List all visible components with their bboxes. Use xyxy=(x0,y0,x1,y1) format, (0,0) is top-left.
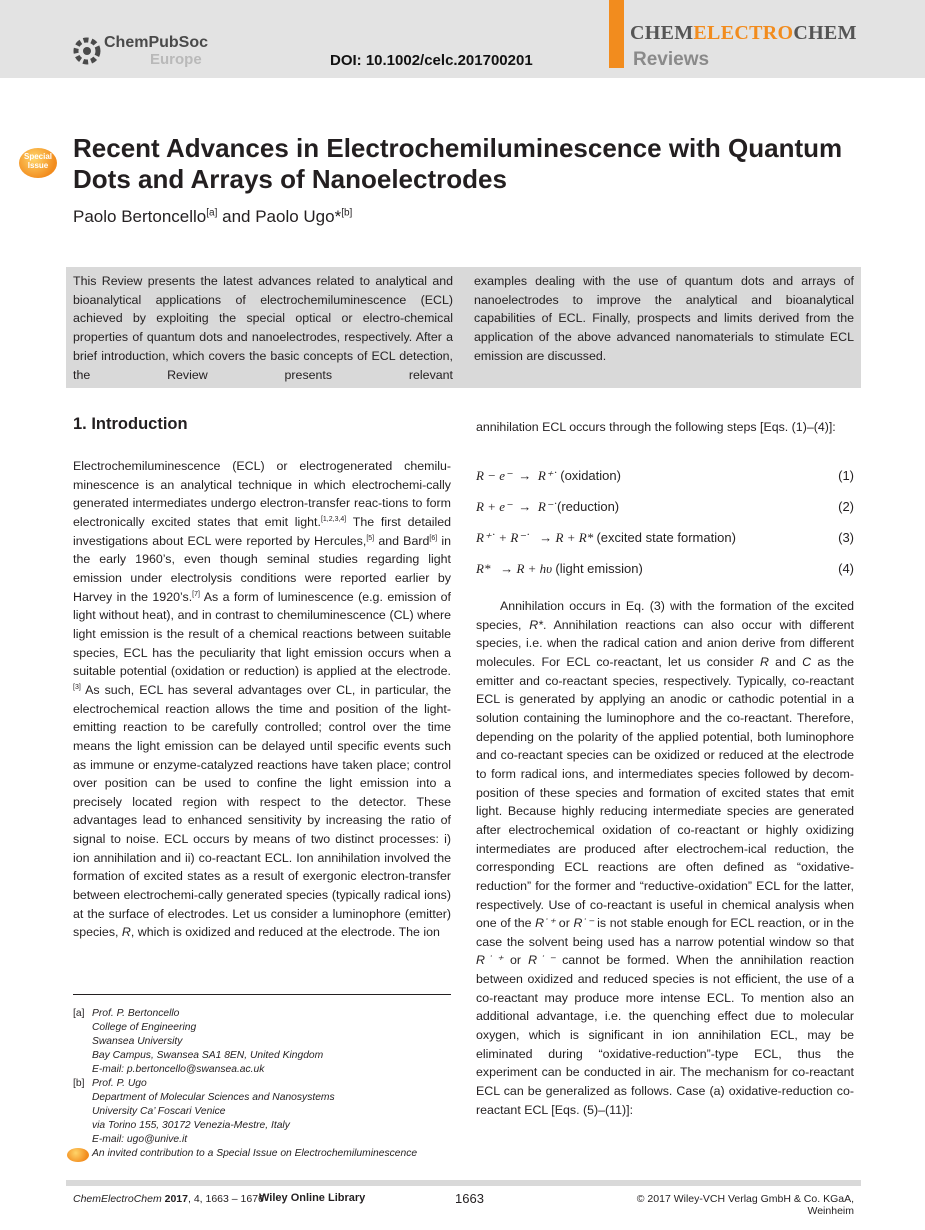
species-symbol: R* xyxy=(529,617,543,632)
equation-1 xyxy=(476,468,854,488)
body-text: . Annihilation reactions can also occur with different species, i.e. when the radical cation and anion derive from different molecules. For ECL co-reactant, let us consider xyxy=(476,617,854,669)
footer-volume-pages: , 4, 1663 – 1676 xyxy=(187,1193,264,1205)
footnote-line: Department of Molecular Sciences and Nanosystems xyxy=(92,1092,335,1103)
footer-citation xyxy=(73,1193,264,1205)
author2: and Paolo Ugo* xyxy=(217,207,342,226)
authors xyxy=(73,207,352,227)
equation-4 xyxy=(476,561,854,581)
footnote-email[interactable]: E-mail: ugo@unive.it xyxy=(92,1134,188,1145)
footer-journal-name: ChemElectroChem xyxy=(73,1193,162,1205)
species-symbol: R˙⁻ xyxy=(573,916,594,931)
eq-rhs: R + hυ xyxy=(516,561,553,576)
abstract-right: examples dealing with the use of quantum dots and arrays of nanoelectrodes to improve the analytical and bioanalytical capabilities of ECL. Finally, prospects and limits derived from the application of the above advanced nanomaterials to stimulate ECL emission are discussed. xyxy=(474,274,854,363)
special-issue-icon xyxy=(67,1148,89,1162)
article-type: Reviews xyxy=(633,49,710,70)
journal-name xyxy=(630,22,857,45)
citation[interactable]: [7] xyxy=(192,590,200,598)
eq-lhs: R* xyxy=(476,561,491,576)
eq-rhs: R⁻˙ xyxy=(537,499,557,514)
invited-note: An invited contribution to a Special Issue on Electrochemiluminescence xyxy=(92,1148,418,1159)
special-badge-line2: Issue xyxy=(27,161,49,170)
eq-number: (1) xyxy=(838,468,854,483)
eq-lhs: R + e⁻ xyxy=(476,499,512,514)
eq-label: (light emission) xyxy=(555,561,643,576)
author2-affil: [b] xyxy=(341,207,353,219)
footnote-line: via Torino 155, 30172 Venezia-Mestre, Italy xyxy=(92,1120,290,1131)
species-symbol: R˙⁺ xyxy=(535,916,556,931)
eq-lhs: R − e⁻ xyxy=(476,468,512,483)
author1-affil: [a] xyxy=(206,207,218,219)
footnote-rule xyxy=(73,994,451,995)
eq-arrow: → xyxy=(539,530,553,545)
eq-label: (oxidation) xyxy=(560,468,621,483)
body-text: and xyxy=(768,654,803,669)
eq-number: (3) xyxy=(838,530,854,545)
citation[interactable]: [3] xyxy=(73,683,81,691)
species-symbol: R xyxy=(121,925,131,940)
equation-2 xyxy=(476,499,854,519)
footnote-email[interactable]: E-mail: p.bertoncello@swansea.ac.uk xyxy=(92,1064,265,1075)
special-issue-badge-icon xyxy=(19,148,57,178)
eq-label: (reduction) xyxy=(557,499,620,514)
footnote-line: Prof. P. Bertoncello xyxy=(92,1008,180,1019)
section-heading: 1. Introduction xyxy=(73,415,188,433)
accent-bar xyxy=(609,0,624,68)
footnote-label: [a] xyxy=(73,1008,85,1019)
species-symbol: R xyxy=(759,654,769,669)
intro-text: The first detailed investigations about ECL were reported by Hercules, xyxy=(73,514,451,548)
intro-text: As a form of luminescence (e.g. emission of light without heat), and in contrast to chemiluminescence (CL) where light emission is the result of a chemical reactions between suitable species, ECL has the peculiarity that light emission occurs when a suitable potential (oxidation or reduction) is applied at the electrode. xyxy=(73,589,451,679)
equation-3 xyxy=(476,530,854,550)
author1: Paolo Bertoncello xyxy=(73,207,207,226)
copyright: © 2017 Wiley-VCH Verlag GmbH & Co. KGaA, Weinheim xyxy=(636,1193,854,1217)
body-text: or xyxy=(555,916,574,931)
intro-left-column xyxy=(73,457,451,942)
body-text: as the emitter and co-reactant species, respectively. Typically, co-reactant ECL is generated by applying an anodic or cathodic potential in a solution containing the luminophore and the co-reactant. Therefore, depending on the polarity of the applied potential, both luminophore and co-reactant species can be oxidized or reduced at the electrode to form radical ions, and intermediates species followed by decom-position of these species and formation of excited states that emit light. Because highly reducing intermediate species are generated after electrochemical oxidation of co-reactant or highly oxidizing intermediates are produced after electrochem-ical reduction, the corresponding ECL reactions are often defined as “oxidative-reduction” for the former and “reductive-oxidation” ECL for the latter, respectively. Use of co-reactant is useful in chemical analysis when one of the xyxy=(476,654,855,931)
footnote-line: Bay Campus, Swansea SA1 8EN, United Kingdom xyxy=(92,1050,324,1061)
journal-name-part1: CHEM xyxy=(630,22,694,44)
intro-continuation: annihilation ECL occurs through the following steps [Eqs. (1)–(4)]: xyxy=(476,420,836,434)
eq-rhs: R + R* xyxy=(555,530,594,545)
intro-text: Electrochemiluminescence (ECL) or electrogenerated chemilu-minescence is an analytical technique in which electrochemi-cally generated intermediates undergo electron-transfer reac-tions to form electronically excited states that emit light. xyxy=(73,459,451,529)
abstract-left: This Review presents the latest advances related to analytical and bioanalytical applications of electrochemiluminescence (ECL) achieved by exploiting the special optical or electro-chemical properties of quantum dots and nanoelectrodes, respectively. After a brief introduction, which covers the basic concepts of ECL detection, the Review presents relevant xyxy=(73,274,453,382)
footnote-line: Swansea University xyxy=(92,1036,183,1047)
doi[interactable]: DOI: 10.1002/celc.201700201 xyxy=(330,52,533,69)
article-title: Recent Advances in Electrochemiluminescence with Quantum Dots and Arrays of Nanoelectrodes xyxy=(73,133,843,194)
abstract-box xyxy=(66,267,861,388)
eq-number: (2) xyxy=(838,499,854,514)
footnote-line: University Ca’ Foscari Venice xyxy=(92,1106,226,1117)
page-number: 1663 xyxy=(455,1191,484,1206)
citation[interactable]: [6] xyxy=(429,534,438,542)
journal-name-part3: CHEM xyxy=(793,22,857,44)
footnote-line: College of Engineering xyxy=(92,1022,197,1033)
eq-lhs: R⁺˙ + R⁻˙ xyxy=(476,530,530,545)
species-symbol: R˙⁻ xyxy=(528,953,556,968)
publisher-name: ChemPubSoc xyxy=(104,34,209,51)
eq-arrow: → xyxy=(518,468,532,483)
footnote-label: [b] xyxy=(73,1078,85,1089)
eq-label: (excited state formation) xyxy=(596,530,736,545)
species-symbol: C xyxy=(802,654,812,669)
special-badge-line1: Special xyxy=(23,152,52,161)
eq-rhs: R⁺˙ xyxy=(537,468,557,483)
citation[interactable]: [5] xyxy=(366,534,375,542)
right-body-column xyxy=(476,597,854,1119)
body-text: or xyxy=(502,953,529,968)
species-symbol: R˙⁺ xyxy=(476,953,503,968)
body-text: is not stable enough for ECL reaction, or in the case the solvent being used has a narrow potential window so that xyxy=(476,916,854,949)
footnotes xyxy=(73,1007,451,1161)
citation[interactable]: [1,2,3,4] xyxy=(320,515,347,523)
footer-year: 2017 xyxy=(164,1193,188,1205)
intro-text: , which is oxidized and reduced at the electrode. The ion xyxy=(130,925,440,940)
eq-number: (4) xyxy=(838,561,854,576)
journal-name-part2: ELECTRO xyxy=(693,22,794,44)
eq-arrow: → xyxy=(518,499,532,514)
footnote-line: Prof. P. Ugo xyxy=(92,1078,147,1089)
intro-text: and Bard xyxy=(374,533,430,548)
eq-arrow: → xyxy=(500,561,514,576)
body-text: cannot be formed. When the annihilation reaction between oxidized and reduced species is not efficient, the use of a co-reactant may produce more intense ECL. To mention also an additional advantage, i.e. the quenching effect due to molecular oxygen, which is significant in ion annihilation ECL, may be eliminated during “oxidative-reduction”-type ECL, thus the experiment can be conducted in air. The mechanism for co-reactant ECL can be generalized as follows. Case (a) oxidative-reduction co-reactant ECL [Eqs. (5)–(11)]: xyxy=(476,953,854,1117)
intro-text: As such, ECL has several advantages over CL, in particular, the electrochemical reaction allows the time and position of the light-emitting reaction to be carefully controlled; control over the time means the light emission can be delayed until specific events such as immune or enzyme-catalyzed reactions have taken place; control over position can be used to confine the light emission into a precisely located region with respect to the detector. These advantages lead to enhanced sensitivity by increasing the ratio of signal to noise. ECL occurs by means of two distinct processes: i) ion annihilation and ii) co-reactant ECL. Ion annihilation involved the formation of excited states as a result of exergonic electron-transfer between electrochemi-cally generated species (typically radical ions) at the surface of electrodes. Let us consider a luminophore (emitter) species, xyxy=(73,682,451,940)
intro-right-top xyxy=(476,418,854,437)
wiley-online-library-link[interactable]: Wiley Online Library xyxy=(259,1192,366,1204)
body-text: Annihilation occurs in Eq. (3) with the formation of the excited species, xyxy=(476,599,854,632)
footer-rule xyxy=(66,1180,861,1186)
publisher-sub: Europe xyxy=(150,51,202,68)
intro-text: in the early 1960’s, even though seminal studies regarding light emission under electrolysis conditions were reported earlier by Harvey in the 1920’s. xyxy=(73,533,452,604)
chempubsoc-logo-icon xyxy=(70,34,104,68)
